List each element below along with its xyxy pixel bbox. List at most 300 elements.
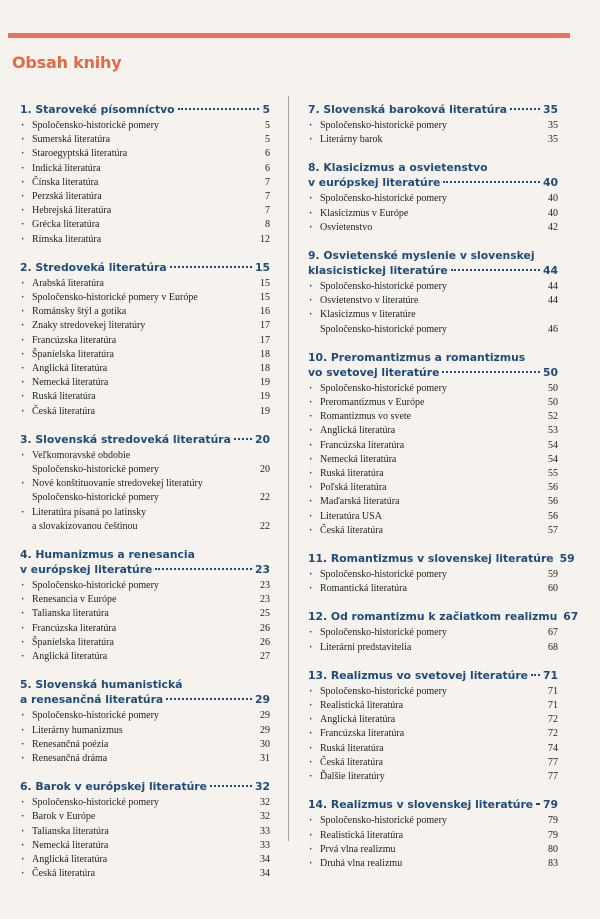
chapter-title: 1. Staroveké písomníctvo bbox=[20, 103, 175, 116]
top-accent-rule bbox=[8, 33, 570, 38]
toc-item-text bbox=[32, 119, 248, 133]
bullet-icon: · bbox=[309, 524, 313, 536]
toc-item-page-number: 30 bbox=[260, 738, 270, 750]
chapter-title: 11. Romantizmus v slovenskej literatúre bbox=[308, 552, 554, 566]
toc-item-text-line: Anglická literatúra bbox=[32, 363, 108, 375]
chapter-page-number: 23 bbox=[254, 563, 270, 577]
toc-item[interactable] bbox=[308, 467, 558, 481]
toc-item-text bbox=[32, 752, 248, 766]
toc-item-text-line: Ruská literatúra bbox=[32, 391, 96, 403]
toc-item-text-line: Spoločensko-historické pomery bbox=[320, 569, 447, 581]
toc-item-text bbox=[320, 453, 536, 467]
toc-item[interactable] bbox=[20, 277, 270, 291]
toc-item[interactable] bbox=[20, 334, 270, 348]
toc-item[interactable] bbox=[20, 233, 270, 247]
toc-item-page-number: 79 bbox=[548, 829, 558, 841]
bullet-icon: · bbox=[309, 742, 313, 754]
toc-item[interactable] bbox=[308, 524, 558, 538]
bullet-icon: · bbox=[21, 219, 25, 231]
toc-item-list bbox=[308, 568, 558, 596]
toc-item[interactable] bbox=[20, 636, 270, 650]
bullet-icon: · bbox=[21, 651, 25, 663]
toc-item-text-line: Nové konštituovanie stredovekej literatúry bbox=[32, 478, 203, 490]
toc-item[interactable] bbox=[308, 410, 558, 424]
chapter-heading-line bbox=[308, 263, 558, 278]
toc-chapter bbox=[20, 547, 270, 664]
chapter-heading[interactable] bbox=[20, 432, 270, 447]
toc-item-text-line: Spoločensko-historické pomery bbox=[320, 193, 447, 205]
toc-item-page-number: 15 bbox=[260, 277, 270, 289]
bullet-icon: · bbox=[21, 853, 25, 865]
chapter-heading[interactable] bbox=[308, 551, 575, 566]
bullet-icon: · bbox=[309, 207, 313, 219]
toc-item[interactable] bbox=[20, 506, 270, 534]
toc-item-text bbox=[32, 233, 248, 247]
bullet-icon: · bbox=[309, 627, 313, 639]
toc-item[interactable] bbox=[20, 204, 270, 218]
toc-item-list bbox=[308, 382, 558, 538]
toc-item-page-number: 35 bbox=[548, 134, 558, 146]
toc-item-text-line: Literárny humanizmus bbox=[32, 724, 123, 736]
chapter-heading[interactable] bbox=[20, 547, 270, 577]
toc-item-text-line: Literatúra USA bbox=[320, 510, 382, 522]
toc-item-text bbox=[32, 477, 248, 505]
toc-item-text bbox=[320, 843, 536, 857]
toc-item-page-number: 59 bbox=[548, 569, 558, 581]
toc-item-text-line: Preromantizmus v Európe bbox=[320, 397, 425, 409]
bullet-icon: · bbox=[21, 334, 25, 346]
toc-item[interactable] bbox=[20, 449, 270, 477]
chapter-heading[interactable] bbox=[308, 350, 558, 380]
chapter-title: 14. Realizmus v slovenskej literatúre bbox=[308, 798, 534, 812]
toc-item-page-number: 83 bbox=[548, 857, 558, 869]
bullet-icon: · bbox=[21, 191, 25, 203]
toc-item[interactable] bbox=[308, 207, 558, 221]
toc-item-text bbox=[32, 839, 248, 853]
toc-item[interactable] bbox=[308, 481, 558, 495]
bullet-icon: · bbox=[21, 233, 25, 245]
toc-item-text-line: Osvietenstvo v literatúre bbox=[320, 295, 419, 307]
toc-item-list bbox=[308, 192, 558, 235]
bullet-icon: · bbox=[21, 277, 25, 289]
toc-item-text bbox=[32, 348, 248, 362]
bullet-icon: · bbox=[21, 580, 25, 592]
toc-item-page-number: 40 bbox=[548, 207, 558, 219]
toc-item-page-number: 72 bbox=[548, 714, 558, 726]
toc-item[interactable] bbox=[308, 308, 558, 336]
bullet-icon: · bbox=[309, 843, 313, 855]
toc-item-page-number: 57 bbox=[548, 524, 558, 536]
toc-item-list bbox=[308, 685, 558, 784]
toc-item[interactable] bbox=[308, 770, 558, 784]
bullet-icon: · bbox=[309, 641, 313, 653]
chapter-heading-line bbox=[308, 248, 558, 263]
toc-item-text bbox=[32, 607, 248, 621]
toc-item[interactable] bbox=[20, 305, 270, 319]
toc-item-page-number: 79 bbox=[548, 815, 558, 827]
toc-item[interactable] bbox=[20, 650, 270, 664]
toc-item[interactable] bbox=[308, 119, 558, 133]
toc-item-text bbox=[320, 626, 536, 640]
toc-item[interactable] bbox=[20, 147, 270, 161]
toc-item[interactable] bbox=[308, 756, 558, 770]
toc-item-text-line: Spoločensko-historické pomery v Európe bbox=[32, 292, 198, 304]
toc-item-page-number: 23 bbox=[260, 594, 270, 606]
toc-item-text bbox=[320, 727, 536, 741]
bullet-icon: · bbox=[309, 281, 313, 293]
toc-item-text-line: Literatúra písaná po latinsky bbox=[32, 506, 147, 518]
bullet-icon: · bbox=[309, 714, 313, 726]
chapter-heading-line bbox=[20, 102, 270, 117]
chapter-heading-line bbox=[20, 677, 270, 692]
toc-item-page-number: 42 bbox=[548, 221, 558, 233]
bullet-icon: · bbox=[21, 176, 25, 188]
toc-item-page-number: 77 bbox=[548, 771, 558, 783]
toc-item-text-line: Francúzska literatúra bbox=[32, 622, 117, 634]
toc-chapter bbox=[308, 551, 575, 596]
toc-item[interactable] bbox=[20, 593, 270, 607]
chapter-page-number: 35 bbox=[542, 103, 558, 116]
toc-item[interactable] bbox=[20, 390, 270, 404]
chapter-page-number: 15 bbox=[254, 260, 270, 274]
chapter-title: 10. Preromantizmus a romantizmus bbox=[308, 350, 526, 364]
toc-item-page-number: 6 bbox=[265, 162, 270, 174]
bullet-icon: · bbox=[21, 205, 25, 217]
toc-item[interactable] bbox=[20, 291, 270, 305]
toc-item-list bbox=[20, 709, 270, 766]
bullet-icon: · bbox=[309, 857, 313, 869]
toc-item-text-line: Anglická literatúra bbox=[320, 425, 396, 437]
bullet-icon: · bbox=[309, 728, 313, 740]
bullet-icon: · bbox=[309, 382, 313, 394]
toc-item-text bbox=[32, 305, 248, 319]
toc-item[interactable] bbox=[20, 319, 270, 333]
toc-item-page-number: 56 bbox=[548, 496, 558, 508]
toc-item[interactable] bbox=[308, 221, 558, 235]
toc-item-text bbox=[32, 362, 248, 376]
chapter-heading[interactable] bbox=[308, 160, 558, 190]
chapter-heading[interactable] bbox=[20, 102, 270, 117]
chapter-heading[interactable] bbox=[308, 668, 558, 683]
bullet-icon: · bbox=[21, 839, 25, 851]
toc-item-text bbox=[320, 221, 536, 235]
chapter-heading-line bbox=[308, 175, 558, 190]
toc-item[interactable] bbox=[308, 133, 558, 147]
toc-item[interactable] bbox=[308, 439, 558, 453]
toc-item[interactable] bbox=[308, 626, 558, 640]
toc-chapter bbox=[308, 102, 558, 147]
toc-item-page-number: 71 bbox=[548, 685, 558, 697]
toc-item-page-number: 6 bbox=[265, 148, 270, 160]
toc-item-text bbox=[32, 176, 248, 190]
toc-item-text bbox=[320, 133, 536, 147]
bullet-icon: · bbox=[309, 569, 313, 581]
toc-item-text-line: Arabská literatúra bbox=[32, 277, 104, 289]
toc-item-page-number: 68 bbox=[548, 641, 558, 653]
toc-item[interactable] bbox=[20, 176, 270, 190]
toc-item-text-line: Česká literatúra bbox=[32, 405, 96, 417]
toc-item[interactable] bbox=[308, 568, 558, 582]
toc-item[interactable] bbox=[308, 742, 558, 756]
chapter-heading-line bbox=[308, 609, 579, 624]
toc-item[interactable] bbox=[20, 190, 270, 204]
toc-item[interactable] bbox=[308, 727, 558, 741]
bullet-icon: · bbox=[309, 295, 313, 307]
toc-item[interactable] bbox=[308, 192, 558, 206]
toc-item-page-number: 44 bbox=[548, 295, 558, 307]
toc-item-page-number: 31 bbox=[260, 752, 270, 764]
toc-item-page-number: 32 bbox=[260, 797, 270, 809]
toc-item-list bbox=[20, 796, 270, 881]
toc-item-page-number: 33 bbox=[260, 825, 270, 837]
chapter-heading-line bbox=[308, 350, 558, 365]
toc-item-text-line: Literárny barok bbox=[320, 134, 383, 146]
bullet-icon: · bbox=[21, 449, 25, 461]
toc-item-list bbox=[308, 626, 558, 654]
toc-chapter bbox=[20, 677, 270, 766]
bullet-icon: · bbox=[309, 221, 313, 233]
toc-item-text-line: Sumerská literatúra bbox=[32, 134, 111, 146]
chapter-heading[interactable] bbox=[308, 797, 558, 812]
toc-item-list bbox=[20, 277, 270, 419]
toc-item[interactable] bbox=[308, 713, 558, 727]
toc-item[interactable] bbox=[308, 582, 558, 596]
toc-item[interactable] bbox=[308, 699, 558, 713]
toc-item[interactable] bbox=[308, 829, 558, 843]
toc-item-text bbox=[320, 742, 536, 756]
toc-item-text bbox=[320, 829, 536, 843]
toc-item-page-number: 19 bbox=[260, 391, 270, 403]
chapter-page-number: 79 bbox=[542, 798, 558, 812]
bullet-icon: · bbox=[309, 756, 313, 768]
dot-leader bbox=[451, 269, 540, 271]
chapter-heading-line bbox=[20, 692, 270, 707]
toc-item[interactable] bbox=[308, 453, 558, 467]
toc-item[interactable] bbox=[308, 843, 558, 857]
chapter-heading[interactable] bbox=[20, 779, 270, 794]
toc-item[interactable] bbox=[20, 867, 270, 881]
toc-item[interactable] bbox=[20, 405, 270, 419]
dot-leader bbox=[531, 674, 540, 676]
toc-item-page-number: 7 bbox=[265, 176, 270, 188]
toc-item-text-line: Nemecká literatúra bbox=[32, 839, 109, 851]
toc-item[interactable] bbox=[20, 825, 270, 839]
toc-item[interactable] bbox=[308, 510, 558, 524]
bullet-icon: · bbox=[21, 306, 25, 318]
toc-item[interactable] bbox=[20, 579, 270, 593]
toc-item-text-line: Indická literatúra bbox=[32, 162, 101, 174]
toc-item[interactable] bbox=[20, 709, 270, 723]
toc-item[interactable] bbox=[20, 607, 270, 621]
toc-item-text-line: Česká literatúra bbox=[32, 868, 96, 880]
toc-item-text-line: Renesancia v Európe bbox=[32, 594, 117, 606]
toc-item-text-line: Ruská literatúra bbox=[320, 468, 384, 480]
dot-leader bbox=[166, 698, 252, 700]
toc-item-page-number: 77 bbox=[548, 756, 558, 768]
toc-item-text bbox=[320, 510, 536, 524]
chapter-heading-line bbox=[20, 432, 270, 447]
toc-item[interactable] bbox=[20, 362, 270, 376]
toc-item-list bbox=[20, 579, 270, 664]
toc-item-text-line: Staroegyptská literatúra bbox=[32, 148, 128, 160]
toc-item[interactable] bbox=[20, 810, 270, 824]
bullet-icon: · bbox=[309, 411, 313, 423]
toc-item[interactable] bbox=[308, 685, 558, 699]
toc-item-text bbox=[320, 814, 536, 828]
column-divider bbox=[288, 96, 289, 841]
toc-item-text bbox=[32, 636, 248, 650]
toc-item-text-line: Ďalšie literatúry bbox=[320, 771, 385, 783]
toc-item[interactable] bbox=[308, 382, 558, 396]
chapter-page-number: 5 bbox=[262, 103, 270, 116]
toc-item-text bbox=[32, 319, 248, 333]
toc-item-text bbox=[320, 424, 536, 438]
toc-item-text bbox=[32, 867, 248, 881]
toc-item[interactable] bbox=[20, 376, 270, 390]
bullet-icon: · bbox=[21, 391, 25, 403]
toc-item-text bbox=[32, 810, 248, 824]
toc-item-text-line: Znaky stredovekej literatúry bbox=[32, 320, 146, 332]
bullet-icon: · bbox=[21, 724, 25, 736]
toc-item-text-line: Francúzska literatúra bbox=[32, 334, 117, 346]
chapter-heading[interactable] bbox=[20, 677, 270, 707]
bullet-icon: · bbox=[21, 811, 25, 823]
toc-item-page-number: 55 bbox=[548, 468, 558, 480]
toc-item[interactable] bbox=[308, 857, 558, 871]
toc-item-text-line: Španielska literatúra bbox=[32, 348, 114, 360]
toc-item-page-number: 34 bbox=[260, 868, 270, 880]
toc-item-text-line: Perzská literatúra bbox=[32, 191, 102, 203]
chapter-title: 6. Barok v európskej literatúre bbox=[20, 780, 207, 794]
toc-item[interactable] bbox=[308, 294, 558, 308]
toc-item[interactable] bbox=[20, 348, 270, 362]
toc-item-text-line: Nemecká literatúra bbox=[32, 377, 109, 389]
toc-item-page-number: 26 bbox=[260, 636, 270, 648]
toc-item-text-line: Poľská literatúra bbox=[320, 482, 387, 494]
toc-item[interactable] bbox=[20, 622, 270, 636]
toc-item[interactable] bbox=[20, 477, 270, 505]
page-title: Obsah knihy bbox=[12, 53, 122, 72]
bullet-icon: · bbox=[309, 397, 313, 409]
toc-chapter bbox=[308, 797, 558, 871]
toc-item-list bbox=[308, 119, 558, 147]
chapter-title: klasicistickej literatúre bbox=[308, 264, 448, 278]
toc-item-text-line: Talianska literatúra bbox=[32, 608, 109, 620]
toc-item[interactable] bbox=[308, 424, 558, 438]
toc-item[interactable] bbox=[20, 839, 270, 853]
toc-item[interactable] bbox=[20, 853, 270, 867]
toc-item-text-line: Španielska literatúra bbox=[32, 636, 114, 648]
bullet-icon: · bbox=[309, 815, 313, 827]
toc-item-page-number: 80 bbox=[548, 843, 558, 855]
toc-item-page-number: 46 bbox=[548, 323, 558, 335]
bullet-icon: · bbox=[21, 868, 25, 880]
toc-item-text-line: Anglická literatúra bbox=[32, 853, 108, 865]
toc-item-text bbox=[32, 650, 248, 664]
toc-item-text bbox=[32, 190, 248, 204]
toc-item[interactable] bbox=[20, 218, 270, 232]
toc-item-text-line: Grécka literatúra bbox=[32, 219, 100, 231]
toc-item-page-number: 7 bbox=[265, 205, 270, 217]
toc-item[interactable] bbox=[20, 724, 270, 738]
toc-item-text bbox=[32, 622, 248, 636]
toc-item-page-number: 18 bbox=[260, 348, 270, 360]
toc-item-text bbox=[320, 481, 536, 495]
bullet-icon: · bbox=[309, 425, 313, 437]
toc-item[interactable] bbox=[20, 162, 270, 176]
chapter-heading[interactable] bbox=[308, 102, 558, 117]
toc-item-text-line: Realistická literatúra bbox=[320, 700, 404, 712]
toc-item[interactable] bbox=[20, 119, 270, 133]
toc-item-text-line: Romantizmus vo svete bbox=[320, 411, 412, 423]
bullet-icon: · bbox=[21, 148, 25, 160]
toc-item-text bbox=[32, 709, 248, 723]
toc-item-text-line: Spoločensko-historické pomery bbox=[32, 797, 159, 809]
chapter-page-number: 59 bbox=[559, 552, 575, 566]
bullet-icon: · bbox=[309, 453, 313, 465]
toc-item-page-number: 23 bbox=[260, 580, 270, 592]
toc-item-text bbox=[32, 133, 248, 147]
chapter-page-number: 44 bbox=[542, 264, 558, 278]
bullet-icon: · bbox=[21, 292, 25, 304]
toc-item-text bbox=[320, 685, 536, 699]
bullet-icon: · bbox=[309, 468, 313, 480]
toc-item-text bbox=[32, 334, 248, 348]
bullet-icon: · bbox=[21, 320, 25, 332]
toc-item-text bbox=[32, 376, 248, 390]
bullet-icon: · bbox=[309, 496, 313, 508]
toc-item-text bbox=[320, 568, 536, 582]
toc-item[interactable] bbox=[308, 280, 558, 294]
toc-item-text bbox=[32, 390, 248, 404]
toc-item[interactable] bbox=[308, 814, 558, 828]
dot-leader bbox=[536, 803, 540, 805]
toc-item[interactable] bbox=[308, 641, 558, 655]
dot-leader bbox=[170, 266, 252, 268]
toc-item-page-number: 60 bbox=[548, 583, 558, 595]
toc-item[interactable] bbox=[308, 495, 558, 509]
bullet-icon: · bbox=[309, 482, 313, 494]
toc-item-page-number: 44 bbox=[548, 281, 558, 293]
bullet-icon: · bbox=[309, 439, 313, 451]
toc-item-page-number: 20 bbox=[260, 464, 270, 476]
chapter-page-number: 20 bbox=[254, 432, 270, 446]
chapter-title: 9. Osvietenské myslenie v slovenskej bbox=[308, 249, 535, 263]
bullet-icon: · bbox=[21, 738, 25, 750]
toc-item-text bbox=[320, 857, 536, 871]
toc-item-text-line: Francúzska literatúra bbox=[320, 728, 405, 740]
toc-item[interactable] bbox=[20, 133, 270, 147]
chapter-heading[interactable] bbox=[308, 609, 579, 624]
chapter-page-number: 29 bbox=[254, 693, 270, 707]
chapter-heading[interactable] bbox=[308, 248, 558, 278]
toc-item[interactable] bbox=[20, 796, 270, 810]
chapter-title: 12. Od romantizmu k začiatkom realizmu bbox=[308, 610, 558, 624]
toc-item-text bbox=[320, 294, 536, 308]
toc-item-text-line: Osvietenstvo bbox=[320, 221, 373, 233]
toc-item-page-number: 50 bbox=[548, 382, 558, 394]
toc-item[interactable] bbox=[20, 738, 270, 752]
toc-item-text bbox=[32, 593, 248, 607]
chapter-heading-line bbox=[308, 551, 575, 566]
dot-leader bbox=[210, 785, 252, 787]
bullet-icon: · bbox=[21, 608, 25, 620]
toc-item[interactable] bbox=[20, 752, 270, 766]
toc-item-page-number: 8 bbox=[265, 219, 270, 231]
toc-item[interactable] bbox=[308, 396, 558, 410]
chapter-heading[interactable] bbox=[20, 260, 270, 275]
toc-item-text-line: Klasicizmus v literatúre bbox=[320, 309, 416, 321]
